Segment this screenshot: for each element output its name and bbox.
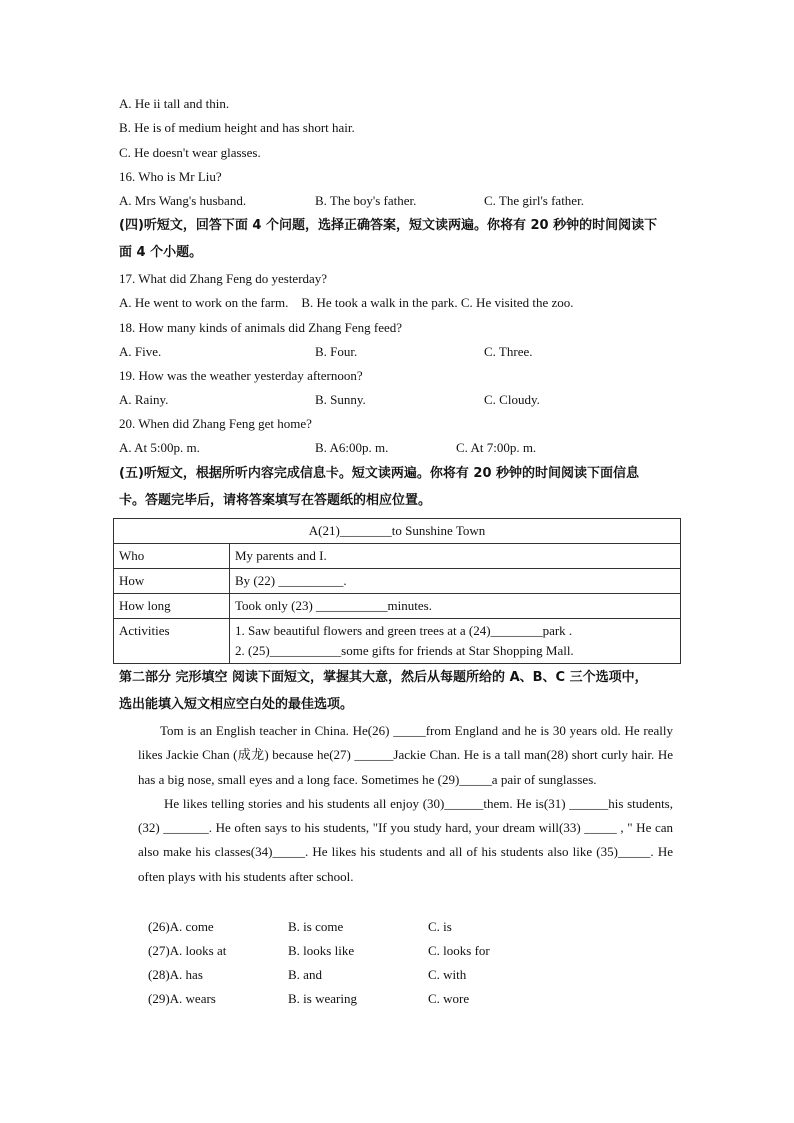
q16-option-c: C. The girl's father. — [484, 193, 584, 208]
info-card-title: A(21)________to Sunshine Town — [114, 519, 681, 544]
info-card-label: Who — [114, 544, 230, 569]
activity-item: 1. Saw beautiful flowers and green trees at a (24)________park . — [235, 623, 573, 638]
info-card-row-activities — [114, 619, 681, 664]
section5-instruction-line2: 卡。答题完毕后，请将答案填写在答题纸的相应位置。 — [119, 493, 432, 508]
q19-option-c: C. Cloudy. — [484, 392, 540, 407]
info-card-activities — [230, 619, 681, 664]
q20-option-b: B. A6:00p. m. — [315, 440, 389, 455]
q18-option-b: B. Four. — [315, 344, 358, 359]
q16-question: 16. Who is Mr Liu? — [119, 169, 222, 184]
activity-item: 2. (25)___________some gifts for friends at Star Shopping Mall. — [235, 643, 574, 658]
info-card-title-row — [114, 519, 681, 544]
info-card-row-who — [114, 544, 681, 569]
info-card-label: Activities — [114, 619, 230, 664]
q20-question: 20. When did Zhang Feng get home? — [119, 416, 312, 431]
info-card-value: Took only (23) ___________minutes. — [230, 594, 681, 619]
q19-question: 19. How was the weather yesterday afternoon? — [119, 368, 363, 383]
part2-instruction-line1: 第二部分 完形填空 阅读下面短文，掌握其大意，然后从每题所给的 A、B、C 三个选项中， — [119, 670, 648, 685]
q17-question: 17. What did Zhang Feng do yesterday? — [119, 271, 328, 286]
choice-28-c: C. with — [428, 967, 467, 982]
choice-28-b: B. and — [288, 967, 322, 982]
info-card-value: My parents and I. — [230, 544, 681, 569]
choice-28-a: (28)A. has — [148, 967, 203, 982]
info-card-label: How — [114, 569, 230, 594]
section4-instruction-line2: 面 4 个小题。 — [119, 245, 203, 260]
q19-option-b: B. Sunny. — [315, 392, 366, 407]
passage-paragraph-2: He likes telling stories and his students all enjoy (30)______them. He is(31) ______his students, (32) _______. He often says to his students, "If you study hard, your dream will(33) _____ , " He can also make his classes(34)_____. He likes his students and all of his students also like (35)_____. He often plays with his students after school. — [138, 795, 673, 884]
q16-option-a: A. Mrs Wang's husband. — [119, 193, 247, 208]
section5-instruction-line1: (五)听短文，根据所听内容完成信息卡。短文读两遍。你将有 20 秒钟的时间阅读下面信息 — [119, 466, 640, 481]
choice-26-b: B. is come — [288, 919, 344, 934]
choice-29-c: C. wore — [428, 991, 470, 1006]
q15-option-a: A. He ii tall and thin. — [119, 96, 230, 111]
cloze-passage — [138, 719, 673, 889]
choice-26-c: C. is — [428, 919, 452, 934]
choice-27-a: (27)A. looks at — [148, 943, 227, 958]
section4-instruction-line1: (四)听短文，回答下面 4 个问题，选择正确答案，短文读两遍。你将有 20 秒钟的时间阅读下 — [119, 218, 658, 233]
info-card-label: How long — [114, 594, 230, 619]
choice-29-a: (29)A. wears — [148, 991, 216, 1006]
q18-question: 18. How many kinds of animals did Zhang Feng feed? — [119, 320, 403, 335]
passage-paragraph-1: Tom is an English teacher in China. He(26) _____from England and he is 30 years old. He really likes Jackie Chan (成龙) because he(27) ______Jackie Chan. He is a tall man(28) short curly hair. He has a big nose, small eyes and a long face. Sometimes he (29)_____a pair of sunglasses. — [138, 723, 673, 787]
q16-option-b: B. The boy's father. — [315, 193, 417, 208]
part2-instruction-line2: 选出能填入短文相应空白处的最佳选项。 — [119, 697, 354, 712]
choice-26-a: (26)A. come — [148, 919, 214, 934]
q15-option-c: C. He doesn't wear glasses. — [119, 145, 261, 160]
choice-27-c: C. looks for — [428, 943, 490, 958]
q20-option-c: C. At 7:00p. m. — [456, 440, 537, 455]
choice-29-b: B. is wearing — [288, 991, 357, 1006]
q19-option-a: A. Rainy. — [119, 392, 169, 407]
q20-option-a: A. At 5:00p. m. — [119, 440, 200, 455]
q18-option-c: C. Three. — [484, 344, 533, 359]
choice-27-b: B. looks like — [288, 943, 355, 958]
info-card-row-how-long — [114, 594, 681, 619]
info-card-value: By (22) __________. — [230, 569, 681, 594]
q15-option-b: B. He is of medium height and has short hair. — [119, 120, 355, 135]
info-card-row-how — [114, 569, 681, 594]
info-card-table — [113, 518, 681, 664]
q17-options: A. He went to work on the farm. B. He took a walk in the park. C. He visited the zoo. — [119, 295, 574, 310]
q18-option-a: A. Five. — [119, 344, 162, 359]
